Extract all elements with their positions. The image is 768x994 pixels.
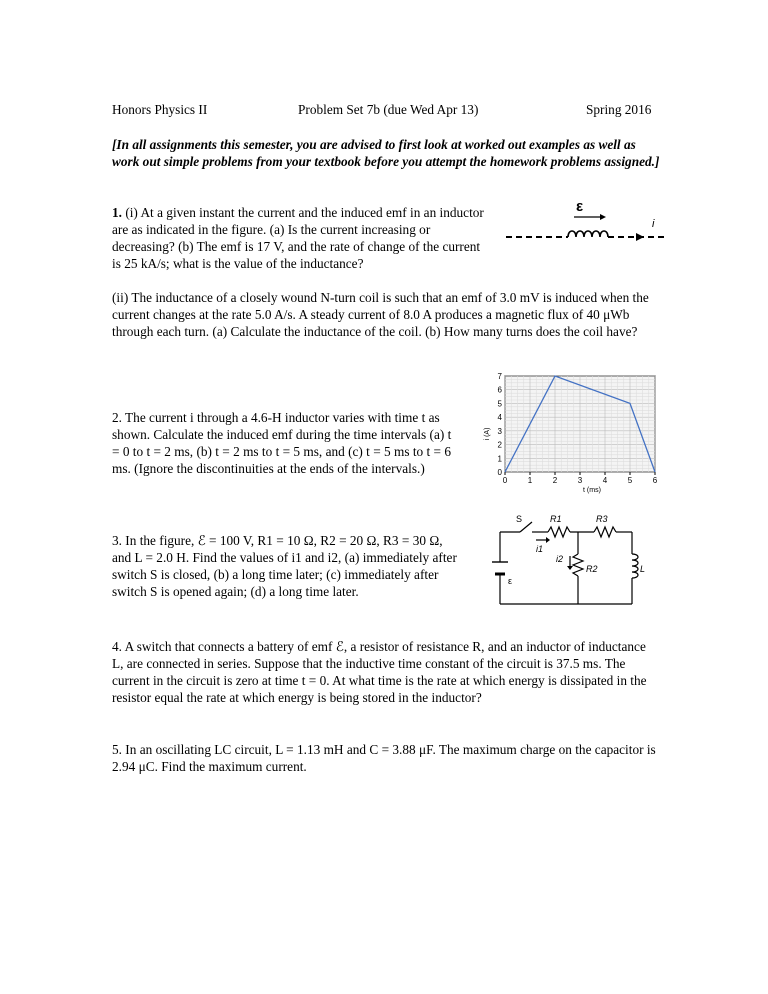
l-label: L	[640, 564, 646, 574]
resistor-r1	[548, 527, 570, 537]
y-tick-label: 6	[497, 385, 502, 395]
resistor-r3	[594, 527, 616, 537]
circuit-figure	[492, 512, 652, 608]
problem-2-text: 2. The current i through a 4.6-H inductor varies with time t as shown. Calculate the induced emf during the time intervals (a) t = 0 to t = 2 ms, (b) t = 2 ms to t = 5 ms, and (c) t = 5 ms to t = 6 ms. (Ignore the discontinuities at the ends of the intervals.)	[112, 410, 452, 476]
emf-arrowhead	[600, 214, 606, 220]
x-tick-label: 4	[602, 476, 608, 485]
emf-label: ε	[576, 198, 584, 215]
current-label: i	[652, 218, 655, 230]
current-arrowhead	[636, 233, 644, 241]
x-tick-label: 0	[502, 476, 508, 485]
x-tick-label: 5	[627, 476, 633, 485]
course-title: Honors Physics II	[112, 102, 208, 117]
y-tick-label: 5	[497, 399, 502, 409]
inductor-figure	[500, 197, 670, 247]
problem-set-title: Problem Set 7b (due Wed Apr 13)	[298, 102, 479, 117]
switch-label: S	[516, 514, 523, 524]
y-tick-label: 1	[497, 454, 502, 464]
problem-1-part-i	[112, 204, 487, 272]
problem-1-number: 1.	[112, 205, 122, 220]
r2-label: R2	[586, 564, 598, 574]
y-tick-label: 7	[497, 372, 502, 381]
y-tick-label: 3	[497, 426, 502, 436]
problem-1-part-i-text: (i) At a given instant the current and the induced emf in an inductor are as indicated in the figure. (a) Is the current increasing or decreasing? (b) The emf is 17 V, and the rate of change of the current is 25 kA/s; what is the value of the inductance?	[112, 205, 484, 271]
i2-arrowhead	[567, 566, 573, 570]
x-tick-label: 1	[527, 476, 533, 485]
i1-label: i1	[536, 544, 544, 554]
emf-symbol: ε	[508, 576, 513, 586]
advice-note: [In all assignments this semester, you are advised to first look at worked out examples as well as work out simple problems from your textbook before you attempt the homework problems assigned.]	[112, 137, 660, 169]
i1-arrowhead	[546, 537, 550, 543]
resistor-r2	[573, 554, 583, 576]
term-label: Spring 2016	[586, 102, 652, 117]
inductor-coil	[568, 231, 608, 237]
i2-label: i2	[556, 554, 564, 564]
y-tick-label: 4	[497, 413, 502, 423]
problem-1-part-ii: (ii) The inductance of a closely wound N-turn coil is such that an emf of 3.0 mV is induced when the current changes at the rate 5.0 A/s. A steady current of 8.0 A produces a magnetic flux of 40 μWb through each turn. (a) Calculate the inductance of the coil. (b) How many turns does the coil have?	[112, 290, 649, 339]
current-time-chart	[484, 372, 665, 494]
problem-5-text: 5. In an oscillating LC circuit, L = 1.13 mH and C = 3.88 μF. The maximum charge on the capacitor is 2.94 μC. Find the maximum current.	[112, 742, 656, 774]
x-tick-label: 3	[577, 476, 583, 485]
problem-4-text: 4. A switch that connects a battery of emf ℰ, a resistor of resistance R, and an inductor of inductance L, are connected in series. Suppose that the inductive time constant of the circuit is 37.5 ms. The current in the circuit is zero at time t = 0. At what time is the rate at which energy is dissipated in the resistor equal the rate at which energy is being stored in the inductor?	[112, 639, 647, 705]
y-tick-label: 2	[497, 440, 502, 450]
y-tick-label: 0	[497, 468, 502, 477]
x-tick-label: 2	[552, 476, 558, 485]
x-tick-label: 6	[652, 476, 658, 485]
y-axis-label: i (A)	[484, 427, 491, 441]
problem-3-text: 3. In the figure, ℰ = 100 V, R1 = 10 Ω, R2 = 20 Ω, R3 = 30 Ω, and L = 2.0 H. Find the values of i1 and i2, (a) immediately after switch S is closed, (b) a long time later; (c) immediately after switch S is opened again; (d) a long time later.	[112, 533, 457, 599]
inductor-l	[632, 554, 638, 578]
r3-label: R3	[596, 514, 608, 524]
r1-label: R1	[550, 514, 562, 524]
x-axis-label: t (ms)	[583, 487, 601, 494]
